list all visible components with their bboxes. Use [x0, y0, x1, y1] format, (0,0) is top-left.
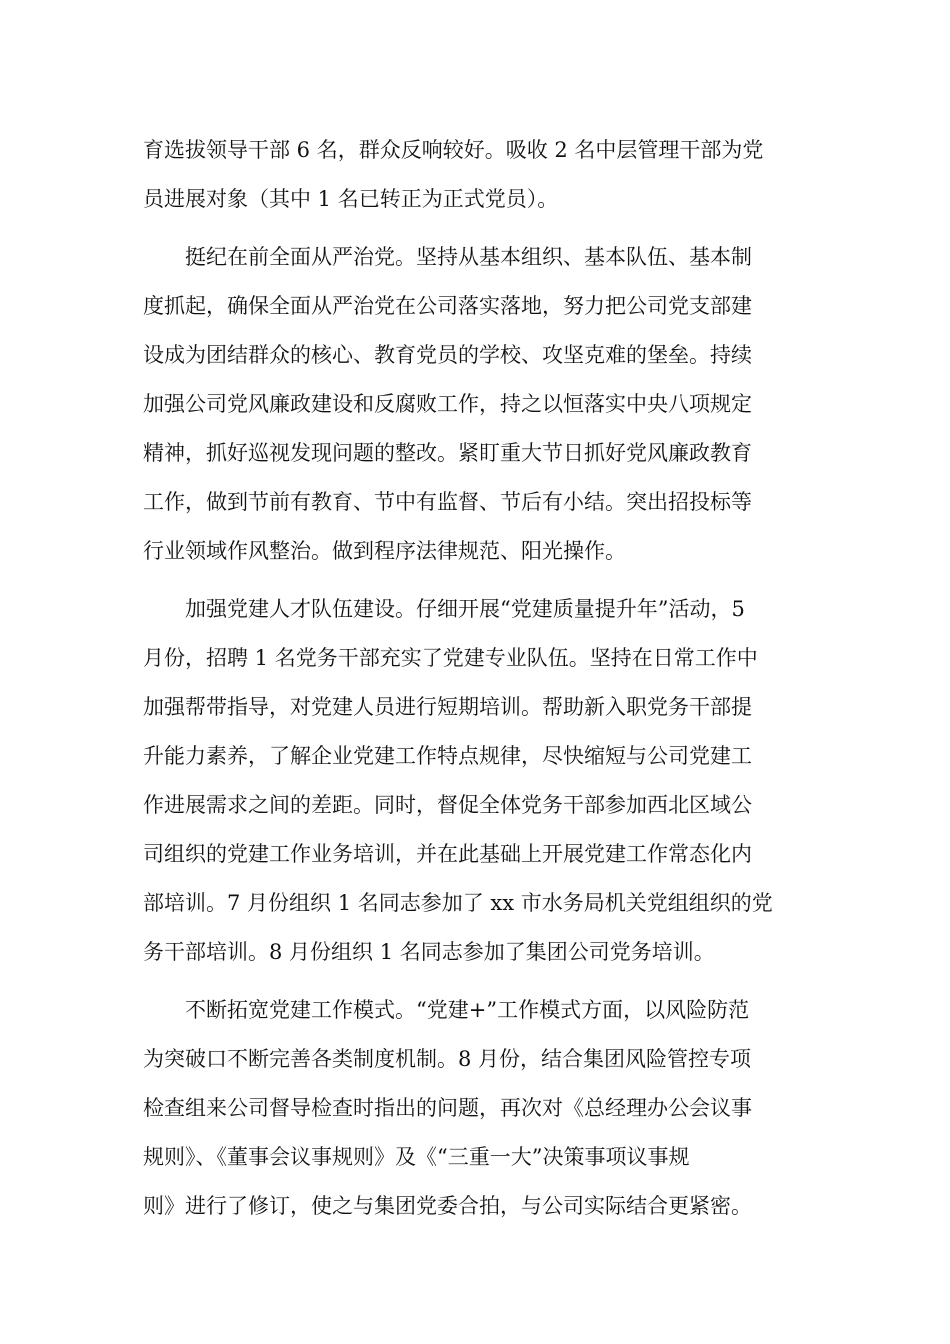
text-line: 作进展需求之间的差距。同时，督促全体党务干部参加西北区域公 — [143, 793, 752, 817]
text-line: 工作，做到节前有教育、节中有监督、节后有小结。突出招投标等 — [143, 490, 752, 514]
text-line: 度抓起，确保全面从严治党在公司落实落地，努力把公司党支部建 — [143, 294, 752, 318]
text-line: 为突破口不断完善各类制度机制。8 月份，结合集团风险管控专项 — [143, 1047, 752, 1071]
text-line: 不断拓宽党建工作模式。“党建+”工作模式方面，以风险防范 — [185, 998, 750, 1022]
text-line: 则》进行了修订，使之与集团党委合拍，与公司实际结合更紧密。 — [143, 1194, 752, 1218]
text-line: 加强公司党风廉政建设和反腐败工作，持之以恒落实中央八项规定 — [143, 392, 752, 416]
text-line: 行业领域作风整治。做到程序法律规范、阳光操作。 — [143, 539, 626, 563]
paragraph-1 — [143, 126, 815, 224]
text-line: 规则》、《董事会议事规则》及《“三重一大”决策事项议事规 — [143, 1145, 690, 1169]
text-line: 司组织的党建工作业务培训，并在此基础上开展党建工作常态化内 — [143, 842, 752, 866]
paragraph-3 — [143, 585, 815, 977]
text-line: 育选拔领导干部 6 名，群众反响较好。吸收 2 名中层管理干部为党 — [143, 138, 764, 162]
text-line: 加强党建人才队伍建设。仔细开展“党建质量提升年”活动，5 — [185, 597, 745, 621]
text-line: 精神，抓好巡视发现问题的整改。紧盯重大节日抓好党风廉政教育 — [143, 441, 752, 465]
text-line: 挺纪在前全面从严治党。坚持从基本组织、基本队伍、基本制 — [185, 245, 752, 269]
text-line: 务干部培训。8 月份组织 1 名同志参加了集团公司党务培训。 — [143, 940, 715, 964]
text-line: 月份，招聘 1 名党务干部充实了党建专业队伍。坚持在日常工作中 — [143, 646, 758, 670]
text-line: 检查组来公司督导检查时指出的问题，再次对《总经理办公会议事 — [143, 1096, 752, 1120]
text-line: 升能力素养，了解企业党建工作特点规律，尽快缩短与公司党建工 — [143, 744, 752, 768]
text-line: 加强帮带指导，对党建人员进行短期培训。帮助新入职党务干部提 — [143, 695, 752, 719]
document-body — [143, 126, 815, 1231]
text-line: 设成为团结群众的核心、教育党员的学校、攻坚克难的堡垒。持续 — [143, 343, 752, 367]
text-line: 部培训。7 月份组织 1 名同志参加了 xx 市水务局机关党组组织的党 — [143, 891, 773, 915]
text-line: 员进展对象（其中 1 名已转正为正式党员）。 — [143, 187, 559, 211]
paragraph-2 — [143, 233, 815, 576]
paragraph-4 — [143, 986, 815, 1231]
